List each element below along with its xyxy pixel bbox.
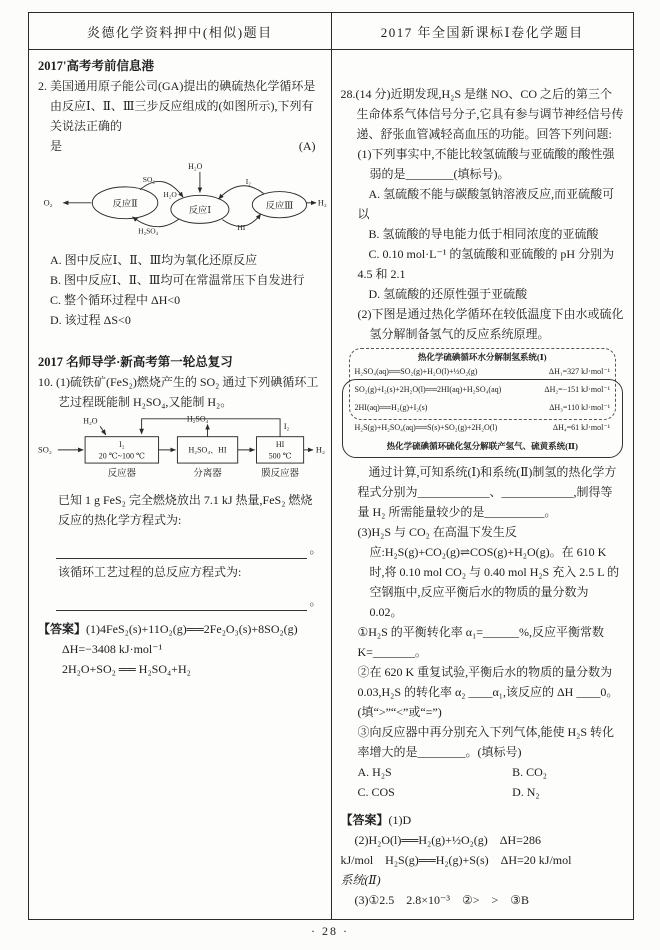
reaction-2-enthalpy: ΔH₂=−151 kJ·mol⁻¹ (544, 385, 610, 394)
blank-underline (56, 597, 307, 611)
cycle-reaction1-label: 反应Ⅰ (188, 206, 212, 217)
reaction-2-equation: SO₂(g)+I₂(s)+2H₂O(l)══2HI(aq)+H₂SO₄(aq) (354, 385, 502, 394)
flow-box3-temp-label: 500 ℃ (268, 451, 292, 461)
answer-line-1 (38, 619, 322, 639)
question-28-part3-options-row-2 (358, 782, 625, 802)
reaction-1-enthalpy: ΔH₁=327 kJ·mol⁻¹ (548, 367, 610, 376)
system-2-title: 热化学硫碘循环硫化氢分解联产氢气、硫黄系统(Ⅱ) (386, 441, 578, 451)
question-10-total-text: 该循环工艺过程的总反应方程式为: (58, 565, 242, 579)
answer28-value-1: (1)D (388, 813, 412, 827)
flow-i2-recycle-label: I₂ (283, 422, 290, 432)
question-28-part3-text: (3)H₂S 与 CO₂ 在高温下发生反应:H₂S(g)+CO₂(g)⇌COS(g)+H₂O(g)。在 610 K 时,将 0.10 mol CO₂ 与 0.40 mol H₂S 充入 2.5 L 的空钢瓶中,反应平衡后水的物质的量分数为 0.02。 (357, 525, 620, 619)
question-28-part1-option-a: A. 氢硫酸不能与碳酸氢钠溶液反应,而亚硫酸可以 (357, 187, 615, 221)
flow-box2-content-label: H₂SO₄、HI (188, 445, 227, 455)
thermochemical-system-diagram (341, 348, 625, 458)
reaction-row-1 (355, 367, 611, 377)
reaction-row-4 (355, 423, 611, 433)
question-10-text: 10. (1)硫铁矿(FeS₂)燃烧产生的 SO₂ 通过下列碘循环工艺过程既能制 H₂SO₄,又能制 H₂。 (38, 375, 319, 409)
reaction-4-equation: H₂S(g)+H₂SO₄(aq)══S(s)+SO₂(g)+2H₂O(l) (354, 423, 498, 432)
part3-option-a: A. H₂S (357, 765, 392, 779)
answer28-line-1 (341, 810, 625, 830)
answer-blank-line-1 (56, 539, 322, 559)
answer28-line-5: (3)①2.5 2.8×10⁻³ ②> > ③B (354, 893, 530, 907)
flow-h2-out-label: H₂ (315, 444, 325, 455)
section-title-mingshi: 2017 名师导学·新高考第一轮总复习 (38, 355, 233, 369)
right-column (331, 50, 634, 919)
cycle-o2-label: O₂ (43, 197, 53, 208)
iodine-sulfur-cycle-diagram (38, 158, 327, 248)
flow-box2-caption: 分离器 (193, 469, 222, 480)
answer-blank-line-2 (56, 591, 322, 611)
answer-label: 【答案】 (38, 622, 87, 636)
cycle-h2so4-label: H₂SO₄ (138, 226, 159, 236)
flow-so2-in-label: SO₂ (38, 444, 52, 455)
answer-line-3: 2H₂O+SO₂ ══ H₂SO₄+H₂ (62, 662, 191, 676)
question-28-part3-sub2: ②在 620 K 重复试验,平衡后水的物质的量分数为 0.03,H₂S 的转化率 α₂ ____α₁,该反应的 ΔH ____0。(填“>”“<”或“=”) (357, 665, 619, 719)
question-10-answer-block (38, 619, 322, 679)
reaction-1-equation: H₂SO₄(aq)══SO₂(g)+H₂O(l)+½O₂(g) (354, 367, 478, 376)
question-28-part3-options-row-1 (358, 762, 625, 782)
question-10-known-text: 已知 1 g FeS₂ 完全燃烧放出 7.1 kJ 热量,FeS₂ 燃烧反应的热化学方程式为: (58, 493, 313, 527)
question-2-option-a: A. 图中反应Ⅰ、Ⅱ、Ⅲ均为氧化还原反应 (50, 253, 258, 267)
table-header (29, 13, 633, 50)
question-2-answer-mark: (A) (298, 139, 316, 153)
cycle-h2o-arc-label: H₂O (163, 190, 177, 200)
reaction-3-enthalpy: ΔH₃=110 kJ·mol⁻¹ (549, 403, 610, 412)
question-2-option-b: B. 图中反应Ⅰ、Ⅱ、Ⅲ均可在常温常压下自发进行 (50, 273, 305, 287)
flow-box1-temp-label: 20 ℃~100 ℃ (98, 451, 145, 461)
question-28-part3-sub1: ①H₂S 的平衡转化率 α₁=______%,反应平衡常数 K=_______。 (357, 625, 605, 659)
cycle-reaction3-label: 反应Ⅲ (265, 201, 294, 212)
system-1-title: 热化学硫碘循环水分解制氢系统(Ⅰ) (417, 352, 547, 362)
blank-period: 。 (309, 542, 322, 556)
question-28-part1-text: (1)下列事实中,不能比较氢硫酸与亚硫酸的酸性强弱的是________(填标号)。 (357, 147, 615, 181)
answer28-line-4: 系统(Ⅱ) (340, 873, 381, 887)
flow-box3-hi-label: HI (275, 440, 285, 450)
question-28-part3-sub3: ③向反应器中再分别充入下列气体,能使 H₂S 转化率增大的是________。(填标号) (357, 725, 615, 759)
question-28-part2b-text: 通过计算,可知系统(Ⅰ)和系统(Ⅱ)制氢的热化学方程式分别为____________、____________,制得等量 H₂ 所需能量较少的是__________。 (357, 465, 617, 519)
reaction-row-3 (355, 403, 611, 413)
flow-box1-i2-label: I₂ (119, 440, 125, 450)
part3-option-b: B. CO₂ (512, 765, 547, 779)
left-column (29, 50, 331, 919)
reaction-4-enthalpy: ΔH₄=61 kJ·mol⁻¹ (552, 423, 610, 432)
reaction-row-2 (355, 385, 611, 395)
part3-option-d: D. N₂ (512, 785, 540, 799)
content-columns (29, 50, 633, 919)
cycle-h2o-top-label: H₂O (188, 162, 203, 172)
part3-option-c: C. COS (357, 785, 395, 799)
page-number: · 28 · (311, 924, 349, 938)
cycle-h2-label: H₂ (317, 197, 327, 208)
answer28-line-3: kJ/mol H₂S(g)══H₂(g)+S(s) ΔH=20 kJ/mol (340, 853, 572, 867)
question-28-part1-option-d: D. 氢硫酸的还原性强于亚硫酸 (368, 287, 528, 301)
cycle-reaction2-label: 反应Ⅱ (112, 199, 138, 210)
flow-h2so4-out-label: H₂SO₄ (186, 414, 209, 424)
exam-sheet (28, 12, 634, 920)
cycle-so2-label: SO₂ (142, 175, 155, 185)
question-28-part2-text: (2)下图是通过热化学循环在较低温度下由水或硫化氢分解制备氢气的反应系统原理。 (357, 307, 624, 341)
question-2-tail: 是 (50, 139, 63, 153)
question-28-part1-option-b: B. 氢硫酸的导电能力低于相同浓度的亚硫酸 (368, 227, 599, 241)
answer28-line-2: (2)H₂O(l)══H₂(g)+½O₂(g) ΔH=286 (354, 833, 541, 847)
reaction-3-equation: 2HI(aq)══H₂(g)+I₂(s) (354, 403, 428, 412)
question-28-text: 28.(14 分)近期发现,H₂S 是继 NO、CO 之后的第三个生命体系气体信号分子,它具有参与调节神经信号传递、舒张血管减轻高血压的功能。回答下列问题: (340, 87, 624, 141)
cycle-hi-label: HI (237, 222, 246, 232)
question-2-option-c: C. 整个循环过程中 ΔH<0 (50, 293, 181, 307)
iodine-cycle-flow-diagram (38, 414, 325, 488)
header-left-title: 炎德化学资料押中(相似)题目 (86, 24, 273, 40)
header-right-title: 2017 年全国新课标Ⅰ卷化学题目 (331, 13, 634, 49)
answer-equation-1: (1)4FeS₂(s)+11O₂(g)══2Fe₂O₃(s)+8SO₂(g) (86, 622, 298, 636)
question-2-text: 2. 美国通用原子能公司(GA)提出的碘硫热化学循环是由反应Ⅰ、Ⅱ、Ⅲ三步反应组成的(如图所示),下列有关说法正确的 (38, 79, 316, 133)
section-title-info-port: 2017'高考考前信息港 (38, 59, 154, 73)
cycle-i2-label: I₂ (245, 177, 251, 187)
blank-underline (56, 545, 307, 559)
question-28-part1-option-c: C. 0.10 mol·L⁻¹ 的氢硫酸和亚硫酸的 pH 分别为 4.5 和 2.1 (357, 247, 615, 281)
question-2-option-d: D. 该过程 ΔS<0 (50, 313, 131, 327)
answer-line-2: ΔH=−3408 kJ·mol⁻¹ (62, 642, 163, 656)
flow-box3-caption: 膜反应器 (261, 469, 299, 480)
flow-h2o-in-label: H₂O (83, 416, 98, 426)
question-2-tail-row (38, 136, 322, 156)
question-28-answer-block (341, 810, 625, 910)
flow-box1-caption: 反应器 (107, 469, 136, 480)
answer-label: 【答案】 (340, 813, 389, 827)
blank-period: 。 (309, 594, 322, 608)
